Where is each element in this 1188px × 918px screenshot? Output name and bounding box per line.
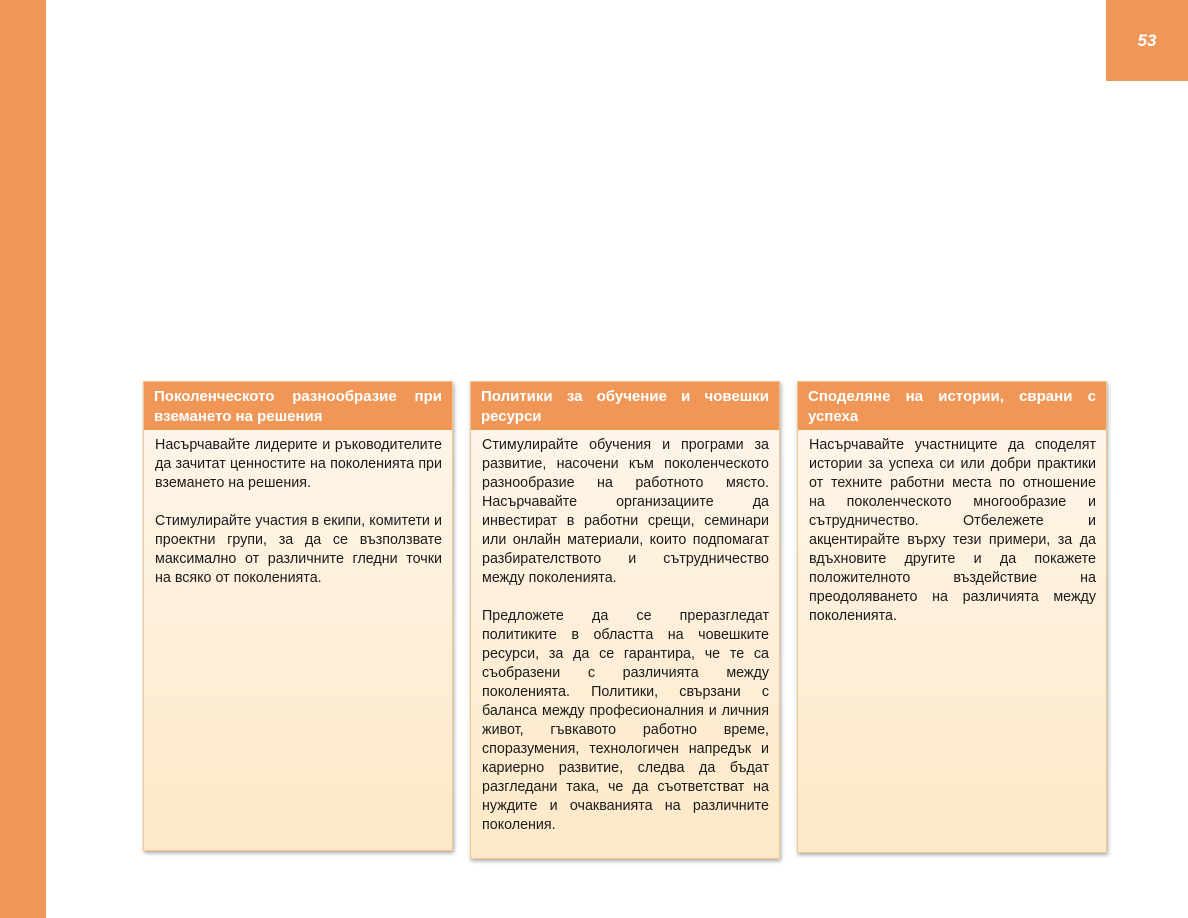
card-paragraph: Стимулирайте участия в екипи, комитети и проектни групи, за да се възползвате максимално от различните гледни точки на всяко от поколенията.	[155, 513, 442, 586]
card-body	[144, 430, 452, 594]
card-generational-diversity-decisions	[143, 381, 453, 851]
card-paragraph: Насърчавайте участниците да споделят истории за успеха си или добри практики от техните работни места по отношение на поколенческото многообразие и сътрудничество. Отбележете и акцентирайте върху тези примери, за да вдъхновите другите и да покажете положителното въздействие на преодоляването на различията между поколенията.	[809, 437, 1096, 624]
page-number-box	[1106, 0, 1188, 81]
card-body	[798, 430, 1106, 632]
card-body	[471, 430, 779, 841]
card-title: Политики за обучение и човешки ресурси	[471, 382, 779, 430]
card-paragraph: Предложете да се преразгледат политиките в областта на човешките ресурси, за да се гарантира, че те са съобразени с различията между поколенията. Политики, свързани с баланса между професионалния и личния живот, гъвкавото работно време, споразумения, технологичен напредък и кариерно развитие, следва да бъдат разгледани така, че да съответстват на нуждите и очакванията на различните поколения.	[482, 608, 769, 833]
card-training-hr-policies	[470, 381, 780, 859]
card-paragraph: Насърчавайте лидерите и ръководителите да зачитат ценностите на поколенията при вземането на решения.	[155, 437, 442, 491]
card-success-stories	[797, 381, 1107, 853]
card-title: Споделяне на истории, сврани с успеха	[798, 382, 1106, 430]
page-number: 53	[1137, 30, 1157, 50]
left-accent-bar	[0, 0, 46, 918]
card-title: Поколенческото разнообразие при вземането на решения	[144, 382, 452, 430]
card-paragraph: Стимулирайте обучения и програми за развитие, насочени към поколенческото разнообразие на работното място. Насърчавайте организациите да инвестират в работни срещи, семинари или онлайн материали, които подпомагат разбирателството и сътрудничество между поколенията.	[482, 437, 769, 586]
